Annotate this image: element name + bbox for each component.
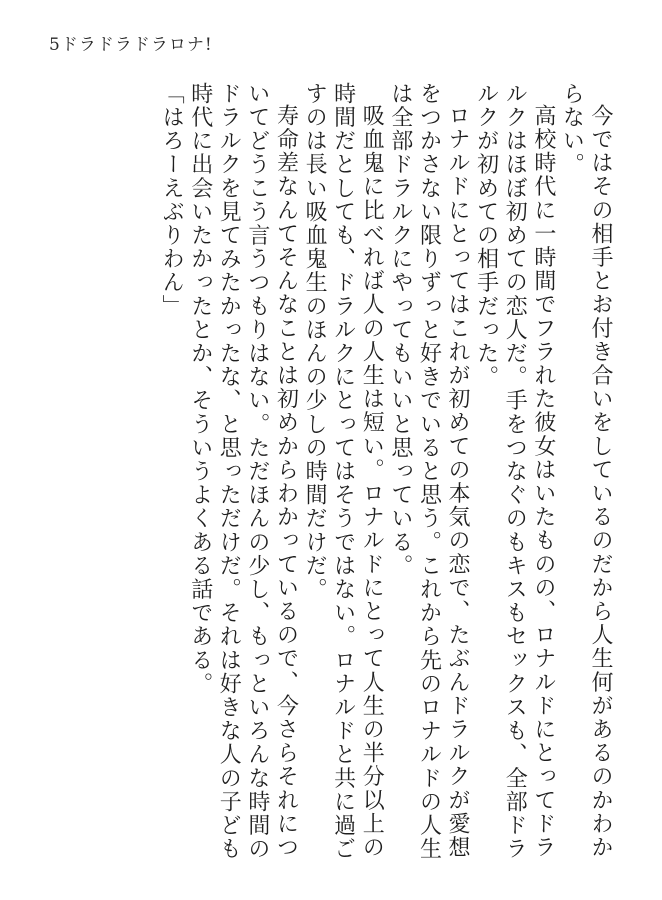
chapter-header: 5ドラドラドラロナ! [49, 35, 213, 55]
paragraph-3: ロナルドにとってはこれが初めての本気の恋で、たぶんドラルクが愛想をつかさない限りずっと好きでいると思う。これから先のロナルドの人生は全部ドラルクにやってもいいと思っている。 [387, 82, 471, 861]
paragraph-5: 寿命差なんてそんなことは初めからわかっているので、今さらそれについてどうこう言うつもりはない。ただほんの少し、もっといろんな時間のドラルクを見てみたかったな、と思っただけだ。それは好きな人の子ども時代に出会いたかったとか、そういうよくある話である。 [187, 82, 299, 861]
paragraph-4: 吸血鬼に比べれば人の人生は短い。ロナルドにとって人生の半分以上の時間だとしても、ドラルクにとってはそうではない。ロナルドと共に過ごすのは長い吸血鬼生のほんの少しの時間だけだ。 [302, 82, 385, 861]
vertical-body-text [54, 82, 614, 882]
paragraph-2: 高校時代に一時間でフラれた彼女はいたものの、ロナルドにとってドラルクはほぼ初めての恋人だ。手をつなぐのもキスもセックスも、全部ドラルクが初めての相手だった。 [473, 82, 556, 861]
dialogue-line: 「はろーえぶりわん」 [159, 82, 185, 318]
paragraph-1: 今ではその相手とお付き合いをしているのだから人生何があるのかわからない。 [559, 82, 613, 860]
